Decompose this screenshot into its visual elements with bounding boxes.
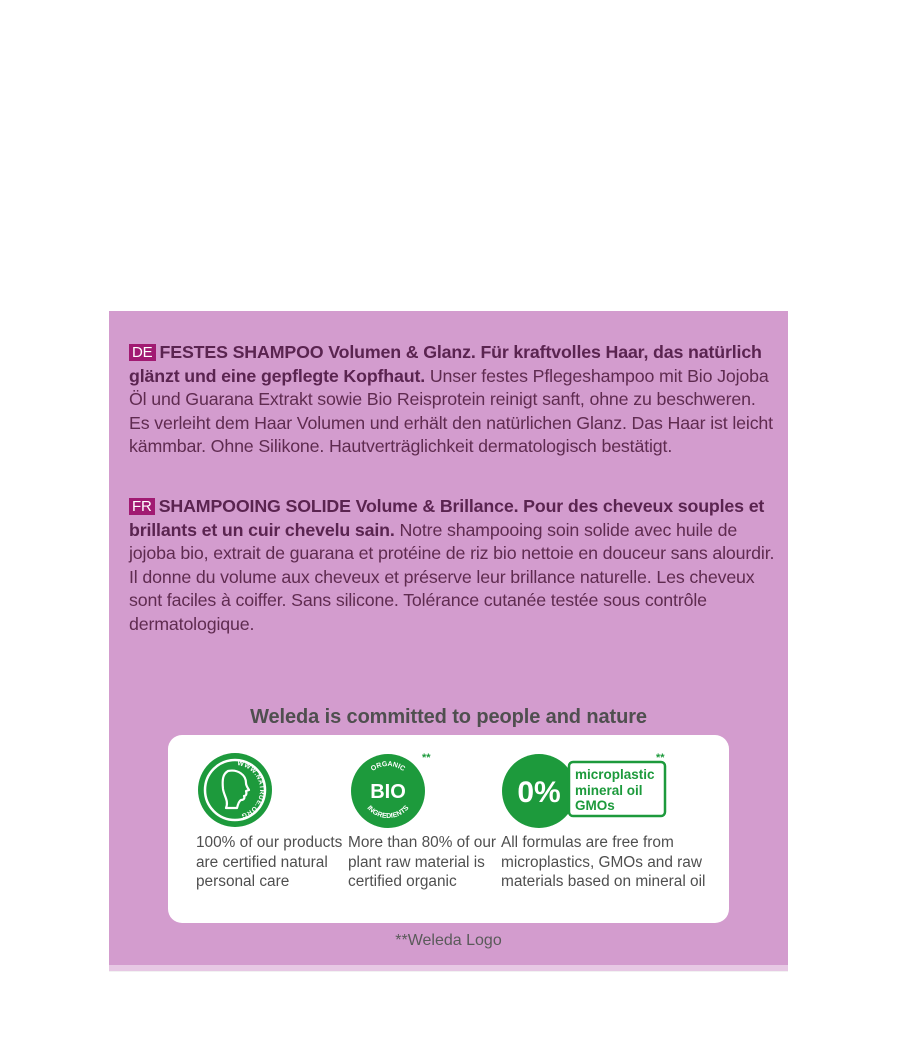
- language-tag-de: DE: [129, 344, 156, 361]
- svg-text:GMOs: GMOs: [575, 798, 615, 813]
- svg-text:**: **: [656, 752, 665, 764]
- commitment-heading: Weleda is committed to people and nature: [250, 706, 647, 728]
- free-from-card: [501, 735, 711, 923]
- organic-card-text: More than 80% of our plant raw material is certified organic: [348, 834, 497, 891]
- natrue-seal-icon: [196, 751, 274, 829]
- packaging-panel: [109, 311, 788, 971]
- french-description: [129, 495, 775, 637]
- svg-text:mineral oil: mineral oil: [575, 783, 643, 798]
- natrue-card-text: 100% of our products are certified natural personal care: [196, 834, 343, 891]
- svg-text:**: **: [422, 752, 431, 764]
- free-from-card-text: All formulas are free from microplastics, GMOs and raw materials based on mineral oil: [501, 834, 706, 891]
- svg-text:0%: 0%: [517, 776, 561, 809]
- natrue-card: [196, 735, 346, 923]
- commitment-card-panel: [168, 735, 729, 923]
- german-body: Unser festes Pflegeshampoo mit Bio Jojoba Öl und Guarana Extrakt sowie Bio Reisprotein reinigt sanft, ohne zu beschweren. Es verleiht dem Haar Volumen und erhält den natürlichen Glanz. Das Haar ist leicht kämmbar. Ohne Silikone. Hautverträglichkeit dermatologisch bestätigt.: [129, 365, 773, 457]
- french-body: Notre shampooing soin solide avec huile de jojoba bio, extrait de guarana et protéine de riz bio nettoie en douceur sans alourdir. Il donne du volume aux cheveux et préserve leur brillance naturelle. Les cheveux sont faciles à coiffer. Sans silicone. Tolérance cutanée testée sous contrôle dermatologique.: [129, 519, 775, 634]
- language-tag-fr: FR: [129, 498, 155, 515]
- german-description: [129, 341, 775, 459]
- svg-text:WWW.NATRUE.ORG: WWW.NATRUE.ORG: [236, 759, 266, 820]
- organic-bio-seal-icon: [348, 751, 438, 831]
- svg-text:microplastic: microplastic: [575, 767, 655, 782]
- german-headline: FESTES SHAMPOO Volumen & Glanz. Für kraftvolles Haar, das natürlich glänzt und eine gepflegte Kopfhaut.: [129, 342, 762, 386]
- svg-text:BIO: BIO: [370, 781, 406, 803]
- french-headline: SHAMPOOING SOLIDE Volume & Brillance. Pour des cheveux souples et brillants et un cuir chevelu sain.: [129, 496, 765, 540]
- logo-footnote: **Weleda Logo: [395, 932, 502, 949]
- svg-text:ORGANIC: ORGANIC: [369, 760, 407, 773]
- organic-card: [348, 735, 498, 923]
- zero-percent-badge-icon: [501, 751, 681, 831]
- svg-text:INGREDIENTS: INGREDIENTS: [365, 804, 411, 821]
